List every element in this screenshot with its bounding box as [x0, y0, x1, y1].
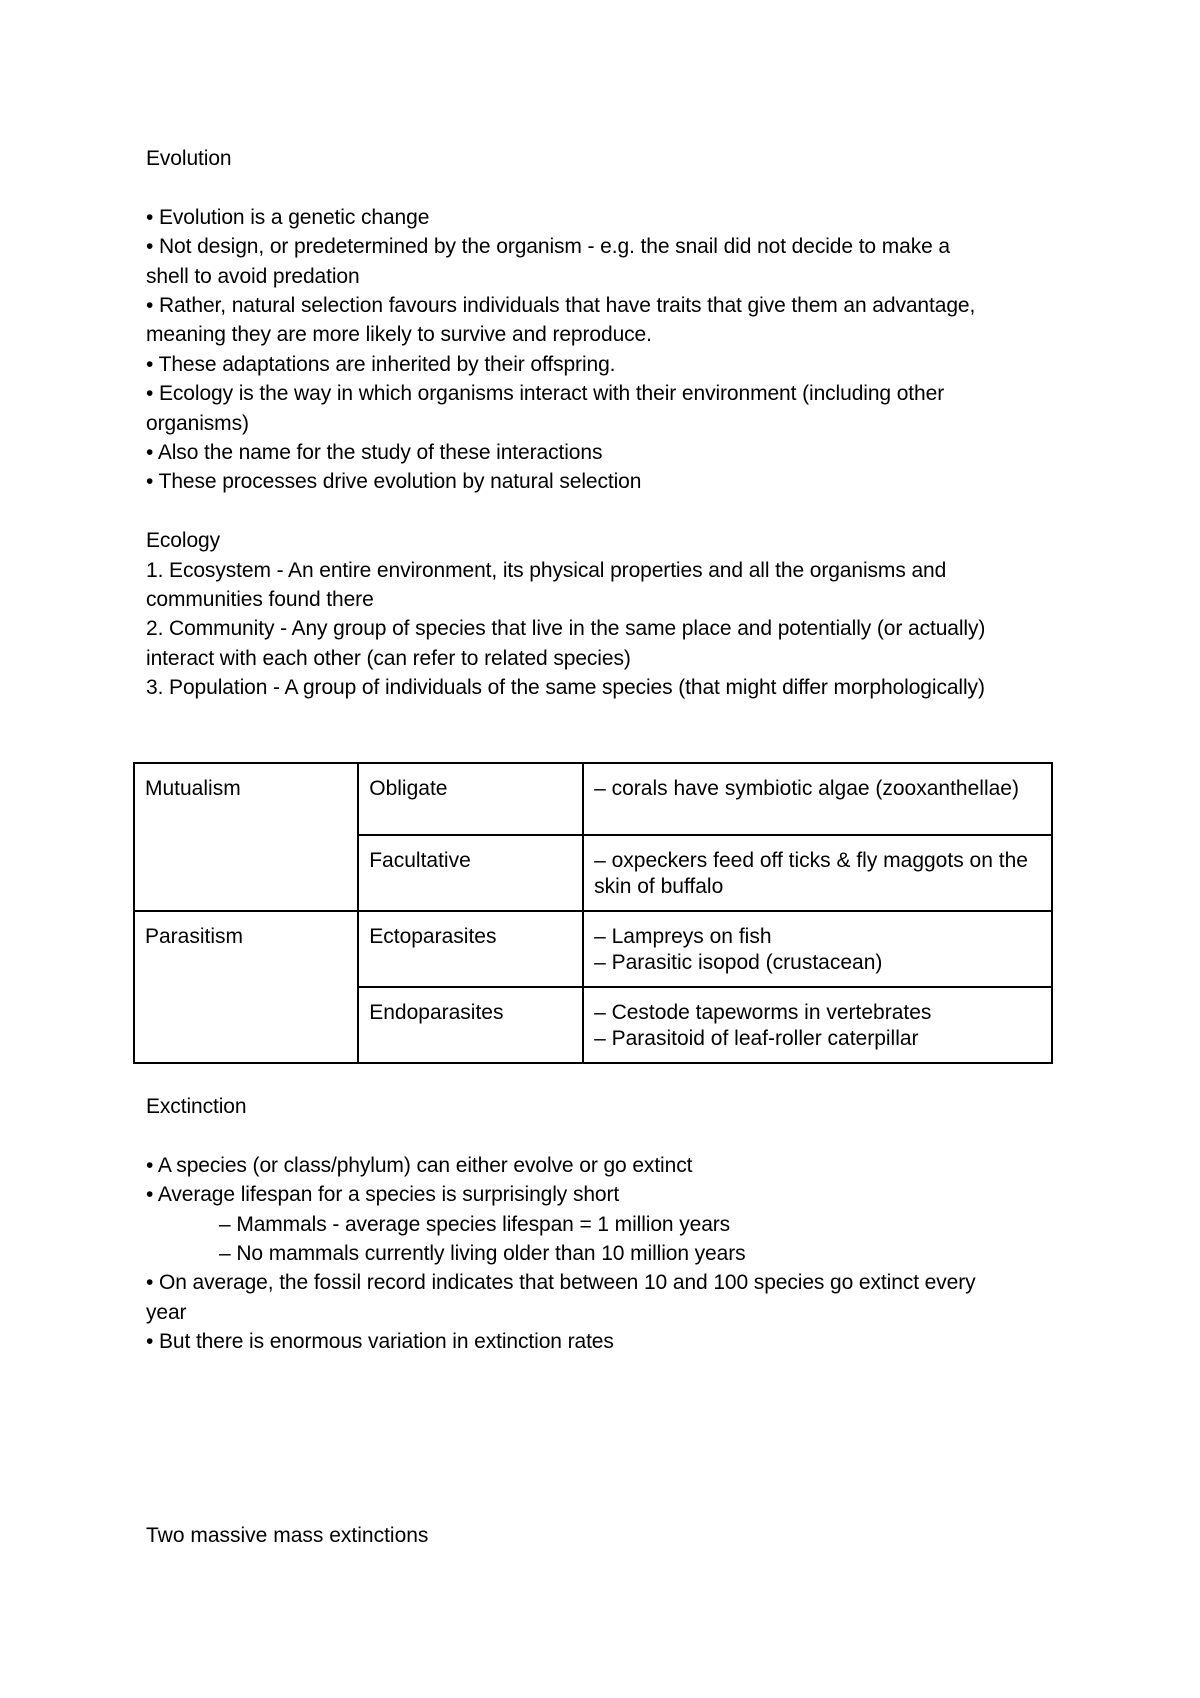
evolution-line: meaning they are more likely to survive and reproduce.	[146, 323, 652, 347]
table-row	[134, 763, 1052, 835]
extinction-subline: – No mammals currently living older than 10 million years	[219, 1242, 746, 1266]
evolution-line: • Rather, natural selection favours individuals that have traits that give them an advantage,	[146, 294, 976, 318]
blank-line	[146, 497, 1066, 526]
extinction-line: • On average, the fossil record indicates that between 10 and 100 species go extinct every	[146, 1271, 976, 1295]
mass-extinctions-heading: Two massive mass extinctions	[146, 1524, 429, 1547]
ecology-line: communities found there	[146, 588, 374, 612]
cell-text: Ectoparasites	[369, 925, 497, 948]
evolution-line: • These processes drive evolution by natural selection	[146, 470, 642, 494]
extinction-line: • But there is enormous variation in extinction rates	[146, 1330, 614, 1354]
blank-line	[146, 1121, 1066, 1150]
notes-top-section	[146, 144, 1066, 703]
species-interactions-table	[133, 762, 1053, 1064]
table-cell-type	[358, 911, 583, 987]
extinction-line: • A species (or class/phylum) can either evolve or go extinct	[146, 1153, 693, 1177]
cell-text: Facultative	[369, 849, 471, 872]
evolution-line: • Ecology is the way in which organisms interact with their environment (including other	[146, 382, 945, 406]
extinction-section	[146, 1092, 1066, 1357]
extinction-subline: – Mammals - average species lifespan = 1 million years	[219, 1212, 731, 1236]
ecology-line: interact with each other (can refer to related species)	[146, 646, 631, 670]
blank-line	[146, 173, 1066, 202]
table-row	[134, 911, 1052, 987]
cell-text: – Parasitoid of leaf-roller caterpillar	[594, 1027, 919, 1050]
cell-text: Mutualism	[145, 777, 241, 800]
evolution-line: • Evolution is a genetic change	[146, 205, 430, 229]
table-cell-examples	[583, 763, 1052, 835]
cell-text: – Parasitic isopod (crustacean)	[594, 951, 883, 974]
ecology-line: 2. Community - Any group of species that live in the same place and potentially (or actually)	[146, 617, 986, 641]
evolution-line: • Also the name for the study of these interactions	[146, 441, 603, 465]
table-cell-group	[134, 911, 358, 1063]
cell-text: – corals have symbiotic algae (zooxanthellae)	[594, 777, 1019, 800]
evolution-line: organisms)	[146, 411, 249, 435]
cell-text: – Cestode tapeworms in vertebrates	[594, 1001, 932, 1024]
table-cell-examples	[583, 987, 1052, 1063]
table-cell-type	[358, 763, 583, 835]
table-cell-examples	[583, 911, 1052, 987]
evolution-line: • Not design, or predetermined by the organism - e.g. the snail did not decide to make a	[146, 235, 951, 259]
cell-text: Endoparasites	[369, 1001, 504, 1024]
ecology-line: 3. Population - A group of individuals of the same species (that might differ morphologically)	[146, 676, 985, 700]
table-cell-type	[358, 987, 583, 1063]
table-cell-group	[134, 763, 358, 911]
extinction-line: • Average lifespan for a species is surprisingly short	[146, 1183, 620, 1207]
table-cell-examples	[583, 835, 1052, 911]
extinction-heading: Exctinction	[146, 1095, 247, 1118]
table-cell-type	[358, 835, 583, 911]
evolution-heading: Evolution	[146, 147, 232, 170]
extinction-line: year	[146, 1300, 187, 1324]
ecology-heading: Ecology	[146, 529, 221, 553]
cell-text: – Lampreys on fish	[594, 925, 772, 948]
cell-text: Obligate	[369, 777, 448, 800]
ecology-line: 1. Ecosystem - An entire environment, its physical properties and all the organisms and	[146, 558, 947, 582]
cell-text: – oxpeckers feed off ticks & fly maggots on the skin of buffalo	[594, 849, 1028, 898]
evolution-line: • These adaptations are inherited by their offspring.	[146, 352, 616, 376]
evolution-line: shell to avoid predation	[146, 264, 360, 288]
cell-text: Parasitism	[145, 925, 244, 948]
